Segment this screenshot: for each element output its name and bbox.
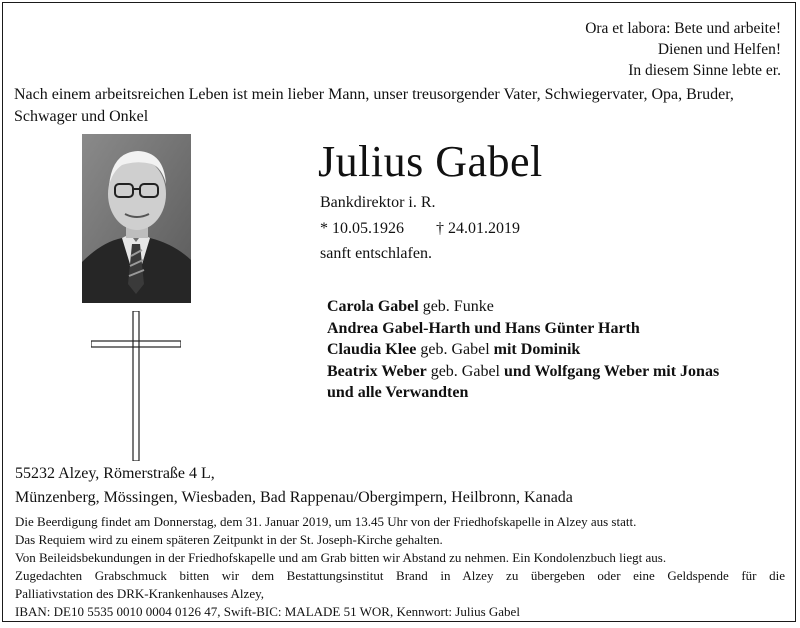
deceased-title: Bankdirektor i. R. — [320, 194, 436, 211]
mourner-name: Claudia Klee — [327, 341, 417, 358]
portrait-photo — [82, 134, 191, 303]
funeral-details — [15, 513, 785, 621]
address-block — [15, 462, 573, 510]
mourner-name: Andrea Gabel-Harth und Hans Günter Harth — [327, 319, 640, 337]
mourner-detail: geb. Gabel — [416, 341, 494, 358]
footer-line-5: Palliativstation des DRK-Krankenhauses Alzey, — [15, 586, 264, 601]
family-mourners — [327, 296, 719, 404]
address-line-1: 55232 Alzey, Römerstraße 4 L, — [15, 465, 215, 482]
mourner-line-2 — [327, 318, 719, 340]
footer-line-1: Die Beerdigung findet am Donnerstag, dem 31. Januar 2019, um 13.45 Uhr von der Friedhofskapelle in Alzey aus statt. — [15, 514, 637, 529]
motto-line-2: Dienen und Helfen! — [657, 41, 781, 58]
mourner-name: Carola Gabel — [327, 298, 419, 315]
mourner-detail: geb. Gabel — [426, 362, 504, 380]
obituary-notice — [2, 2, 796, 622]
intro-text: Nach einem arbeitsreichen Leben ist mein lieber Mann, unser treusorgender Vater, Schwiegervater, Opa, Bruder, Schwager und Onkel — [14, 86, 734, 125]
mourner-name: Beatrix Weber — [327, 362, 427, 380]
mourner-name-extra: mit Dominik — [493, 341, 581, 358]
address-line-2: Münzenberg, Mössingen, Wiesbaden, Bad Rappenau/Obergimpern, Heilbronn, Kanada — [15, 489, 573, 506]
mourner-line-5 — [327, 382, 719, 404]
mourner-detail: geb. Funke — [418, 298, 494, 315]
motto-line-1: Ora et labora: Bete und arbeite! — [585, 20, 781, 37]
mourner-line-1 — [327, 296, 719, 318]
deceased-name: Julius Gabel — [318, 137, 543, 186]
mourner-line-4 — [327, 361, 719, 383]
footer-line-4: Zugedachten Grabschmuck bitten wir dem Bestattungsinstitut Brand in Alzey zu übergeben oder eine Geldspende für die — [15, 568, 785, 583]
life-dates — [320, 218, 520, 240]
footer-line-2: Das Requiem wird zu einem späteren Zeitpunkt in der St. Joseph-Kirche gehalten. — [15, 532, 443, 547]
mourner-name-extra: und Wolfgang Weber mit Jonas — [504, 362, 720, 380]
mourner-line-3 — [327, 339, 719, 361]
motto — [585, 18, 781, 81]
portrait-illustration — [82, 134, 191, 303]
mourner-name: und alle Verwandten — [327, 384, 469, 401]
motto-line-3: In diesem Sinne lebte er. — [628, 62, 781, 79]
death-date: † 24.01.2019 — [436, 220, 520, 237]
passed-away-text: sanft entschlafen. — [320, 245, 432, 262]
footer-line-3: Von Beileidsbekundungen in der Friedhofskapelle und am Grab bitten wir Abstand zu nehmen. Ein Kondolenzbuch liegt aus. — [15, 550, 667, 565]
bank-details: IBAN: DE10 5535 0010 0004 0126 47, Swift-BIC: MALADE 51 WOR, Kennwort: Julius Gabel — [15, 604, 520, 619]
birth-date: * 10.05.1926 — [320, 220, 404, 237]
cross-icon — [91, 311, 181, 461]
